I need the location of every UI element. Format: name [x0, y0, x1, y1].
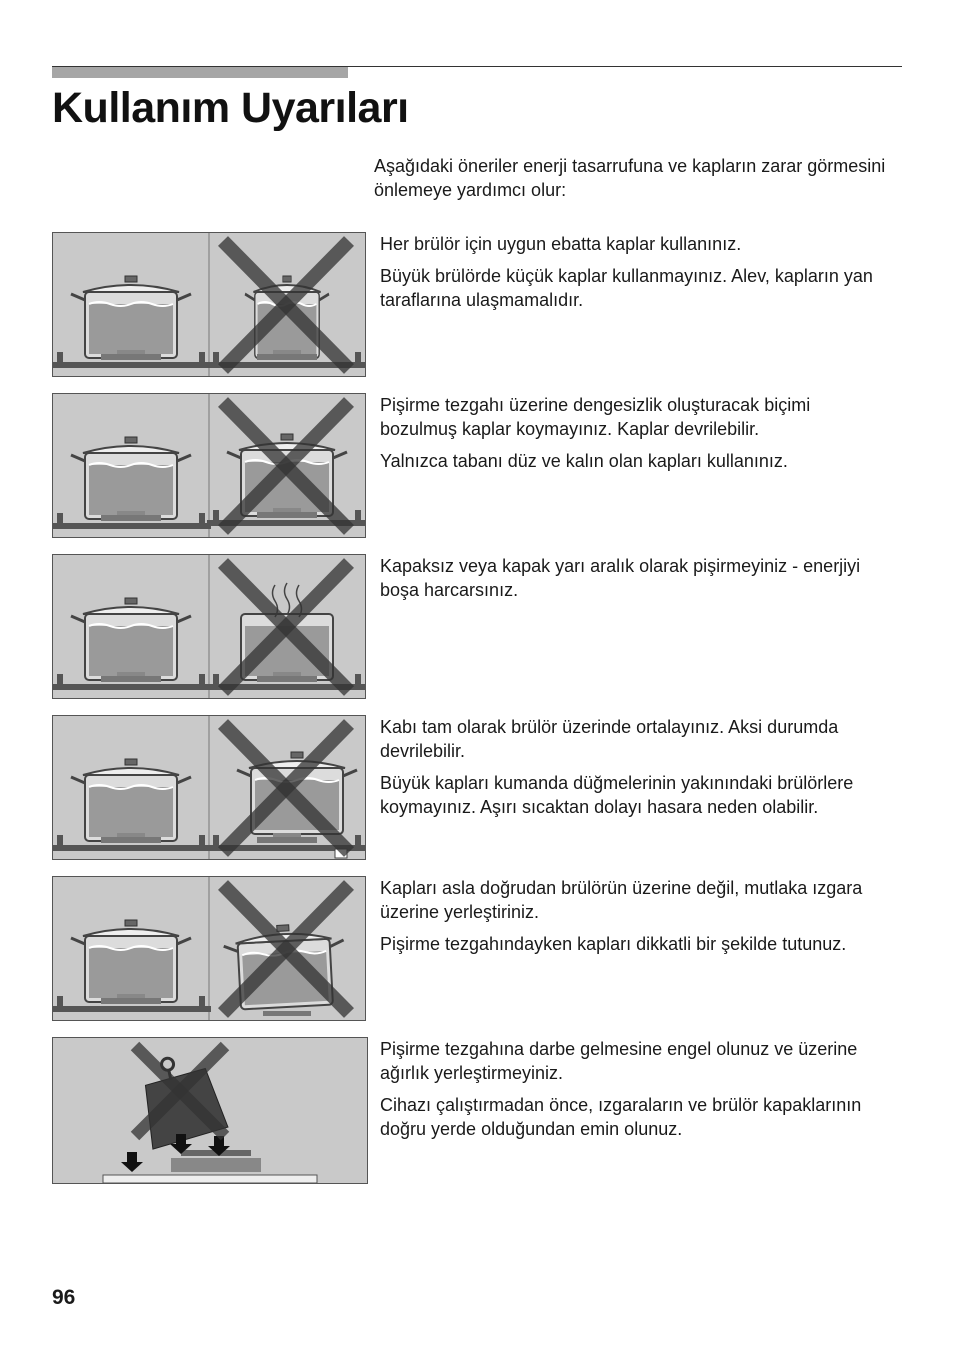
section-4-text-2: Büyük kapları kumanda düğmelerinin yakınındaki brülörlere koymayınız. Aşırı sıcaktan dolayı hasara neden olabilir.	[380, 773, 854, 817]
illustration-3	[52, 554, 366, 699]
illustration-2	[52, 393, 366, 538]
intro-text: Aşağıdaki öneriler enerji tasarrufuna ve kapların zarar görmesini önlemeye yardımcı olur:	[374, 156, 886, 200]
illustration-6	[52, 1037, 368, 1184]
section-5-text-1: Kapları asla doğrudan brülörün üzerine değil, mutlaka ızgara üzerine yerleştiriniz.	[380, 878, 863, 922]
page-number: 96	[52, 1286, 76, 1309]
illustration-4	[52, 715, 366, 860]
section-6-text-1: Pişirme tezgahına darbe gelmesine engel olunuz ve üzerine ağırlık yerleştirmeyiniz.	[380, 1039, 858, 1083]
section-1-text-1: Her brülör için uygun ebatta kaplar kullanınız.	[380, 234, 742, 254]
header-bar	[52, 67, 348, 78]
illustration-1	[52, 232, 366, 377]
section-5-text-2: Pişirme tezgahındayken kapları dikkatli bir şekilde tutunuz.	[380, 934, 847, 954]
section-6-text-2: Cihazı çalıştırmadan önce, ızgaraların ve brülör kapaklarının doğru yerde olduğundan emin olunuz.	[380, 1095, 862, 1139]
illustration-5	[52, 876, 366, 1021]
section-1-text-2: Büyük brülörde küçük kaplar kullanmayınız. Alev, kapların yan taraflarına ulaşmamalıdır.	[380, 266, 873, 310]
section-2-text-2: Yalnızca tabanı düz ve kalın olan kapları kullanınız.	[380, 451, 788, 471]
arrow-down-icon	[121, 1152, 143, 1172]
page-title: Kullanım Uyarıları	[52, 84, 409, 132]
section-2-text-1: Pişirme tezgahı üzerine dengesizlik oluşturacak biçimi bozulmuş kaplar koymayınız. Kaplar devrilebilir.	[380, 395, 811, 439]
section-4-text-1: Kabı tam olarak brülör üzerinde ortalayınız. Aksi durumda devrilebilir.	[380, 717, 839, 761]
section-3-text-1: Kapaksız veya kapak yarı aralık olarak pişirmeyiniz - enerjiyi boşa harcarsınız.	[380, 556, 861, 600]
